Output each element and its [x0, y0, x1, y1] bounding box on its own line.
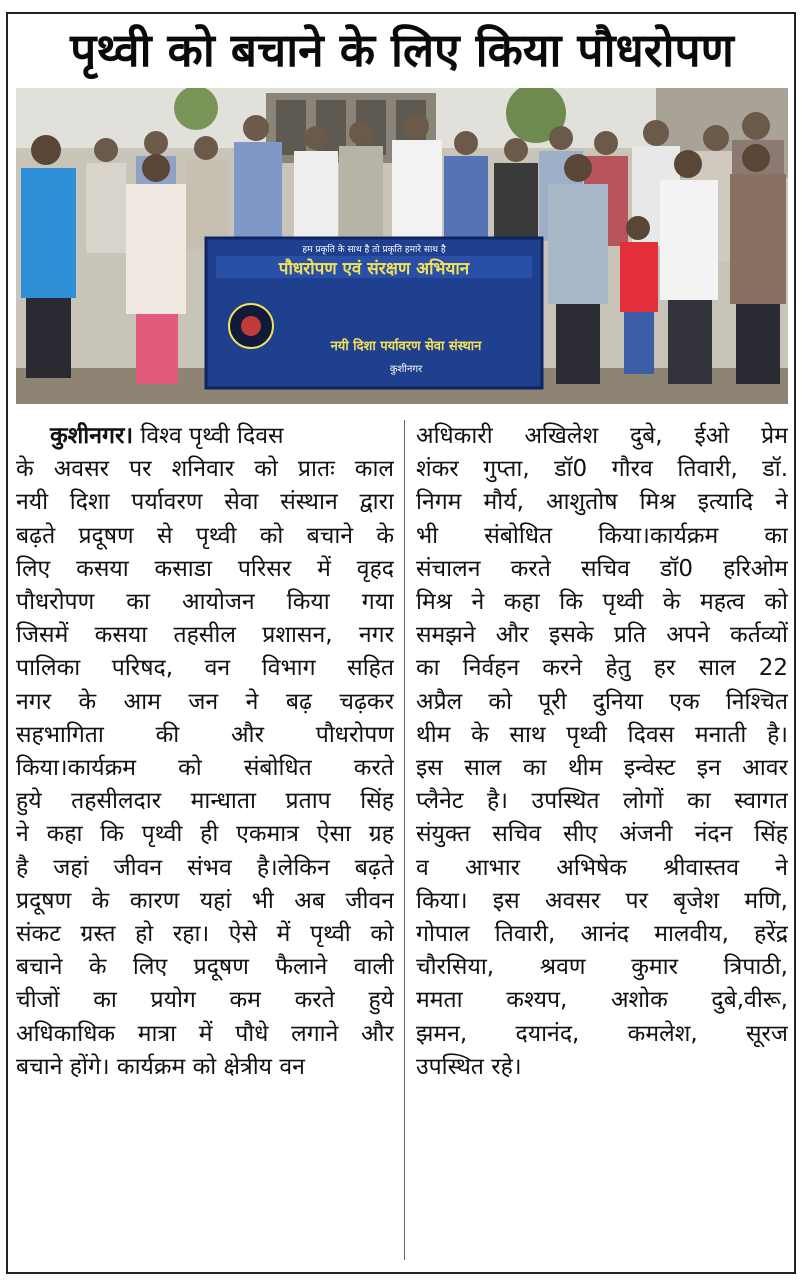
article-line: बचाने के लिए प्रदूषण फैलाने वाली	[16, 954, 394, 981]
article-line: पालिका परिषद, वन विभाग सहित	[16, 655, 394, 682]
article-line: हुये तहसीलदार मान्धाता प्रताप सिंह	[16, 788, 394, 815]
article-line: उपस्थित रहे।	[416, 1053, 522, 1080]
banner-place: कुशीनगर	[389, 364, 423, 375]
article-column-left	[16, 420, 394, 1262]
article-line: व आभार अभिषेक श्रीवास्तव ने	[416, 854, 788, 881]
headline: पृथ्वी को बचाने के लिए किया पौधरोपण	[70, 23, 734, 77]
article-line: के अवसर पर शनिवार को प्रातः काल	[16, 456, 394, 483]
article-line: का निर्वहन करने हेतु हर साल 22	[416, 655, 788, 682]
article-line: अधिकाधिक मात्रा में पौधे लगाने और	[16, 1020, 394, 1047]
article-line: भी संबोधित किया।कार्यक्रम का	[416, 522, 788, 549]
article-line: चीजों का प्रयोग कम करते हुये	[16, 987, 394, 1014]
article-line: मिश्र ने कहा कि पृथ्वी के महत्व को	[416, 589, 788, 616]
article-line: इस साल का थीम इन्वेस्ट इन आवर	[416, 755, 788, 782]
banner-top-line: हम प्रकृति के साथ है तो प्रकृति हमारे साथ है	[302, 245, 446, 255]
article-line-text: विश्व पृथ्वी दिवस	[133, 423, 284, 449]
banner-title: पौधरोपण एवं संरक्षण अभियान	[278, 259, 470, 279]
event-photo	[16, 88, 788, 404]
article-line: बढ़ते प्रदूषण से पृथ्वी को बचाने के	[16, 522, 394, 549]
article-line: किया। इस अवसर पर बृजेश मणि,	[416, 887, 788, 914]
article-line	[16, 420, 394, 453]
article-line: नगर के आम जन ने बढ़ चढ़कर	[16, 688, 394, 715]
column-divider	[404, 420, 405, 1260]
article-line: ममता कश्यप, अशोक दुबे,वीरू,	[416, 987, 788, 1014]
article-line: पौधरोपण का आयोजन किया गया	[16, 589, 394, 616]
article-line: गोपाल तिवारी, आनंद मालवीय, हरेंद्र	[416, 921, 788, 948]
article-line: संचालन करते सचिव डॉ0 हरिओम	[416, 555, 788, 582]
article-line: बचाने होंगे। कार्यक्रम को क्षेत्रीय वन	[16, 1053, 305, 1080]
article-line: शंकर गुप्ता, डॉ0 गौरव तिवारी, डॉ.	[416, 456, 788, 483]
article-line: संकट ग्रस्त हो रहा। ऐसे में पृथ्वी को	[16, 921, 394, 948]
article-line: है जहां जीवन संभव है।लेकिन बढ़ते	[16, 854, 394, 881]
article-column-right	[416, 420, 788, 1262]
article-line: थीम के साथ पृथ्वी दिवस मनाती है।	[416, 721, 788, 748]
article-line: जिसमें कसया तहसील प्रशासन, नगर	[16, 622, 394, 649]
article-line: चौरसिया, श्रवण कुमार त्रिपाठी,	[416, 954, 788, 981]
article-line: निगम मौर्य, आशुतोष मिश्र इत्यादि ने	[416, 489, 788, 516]
article-line: झमन, दयानंद, कमलेश, सूरज	[416, 1020, 788, 1047]
banner-org: नयी दिशा पर्यावरण सेवा संस्थान	[330, 339, 482, 354]
article-line: अधिकारी अखिलेश दुबे, ईओ प्रेम	[416, 423, 788, 449]
article-line: नयी दिशा पर्यावरण सेवा संस्थान द्वारा	[16, 489, 394, 516]
article-line: किया।कार्यक्रम को संबोधित करते	[16, 755, 394, 782]
dateline: कुशीनगर।	[50, 423, 134, 449]
article-line: प्लैनेट है। उपस्थित लोगों का स्वागत	[416, 788, 788, 815]
article-line: सहभागिता की और पौधरोपण	[16, 721, 394, 748]
article-line: समझने और इसके प्रति अपने कर्तव्यों	[416, 622, 788, 649]
article-line: संयुक्त सचिव सीए अंजनी नंदन सिंह	[416, 821, 788, 848]
article-line: लिए कसया कसाडा परिसर में वृहद	[16, 555, 394, 582]
article-line: प्रदूषण के कारण यहां भी अब जीवन	[16, 887, 394, 914]
article-line: अप्रैल को पूरी दुनिया एक निश्चित	[416, 688, 788, 715]
campaign-banner	[206, 238, 542, 388]
article-line: ने कहा कि पृथ्वी ही एकमात्र ऐसा ग्रह	[16, 821, 394, 848]
